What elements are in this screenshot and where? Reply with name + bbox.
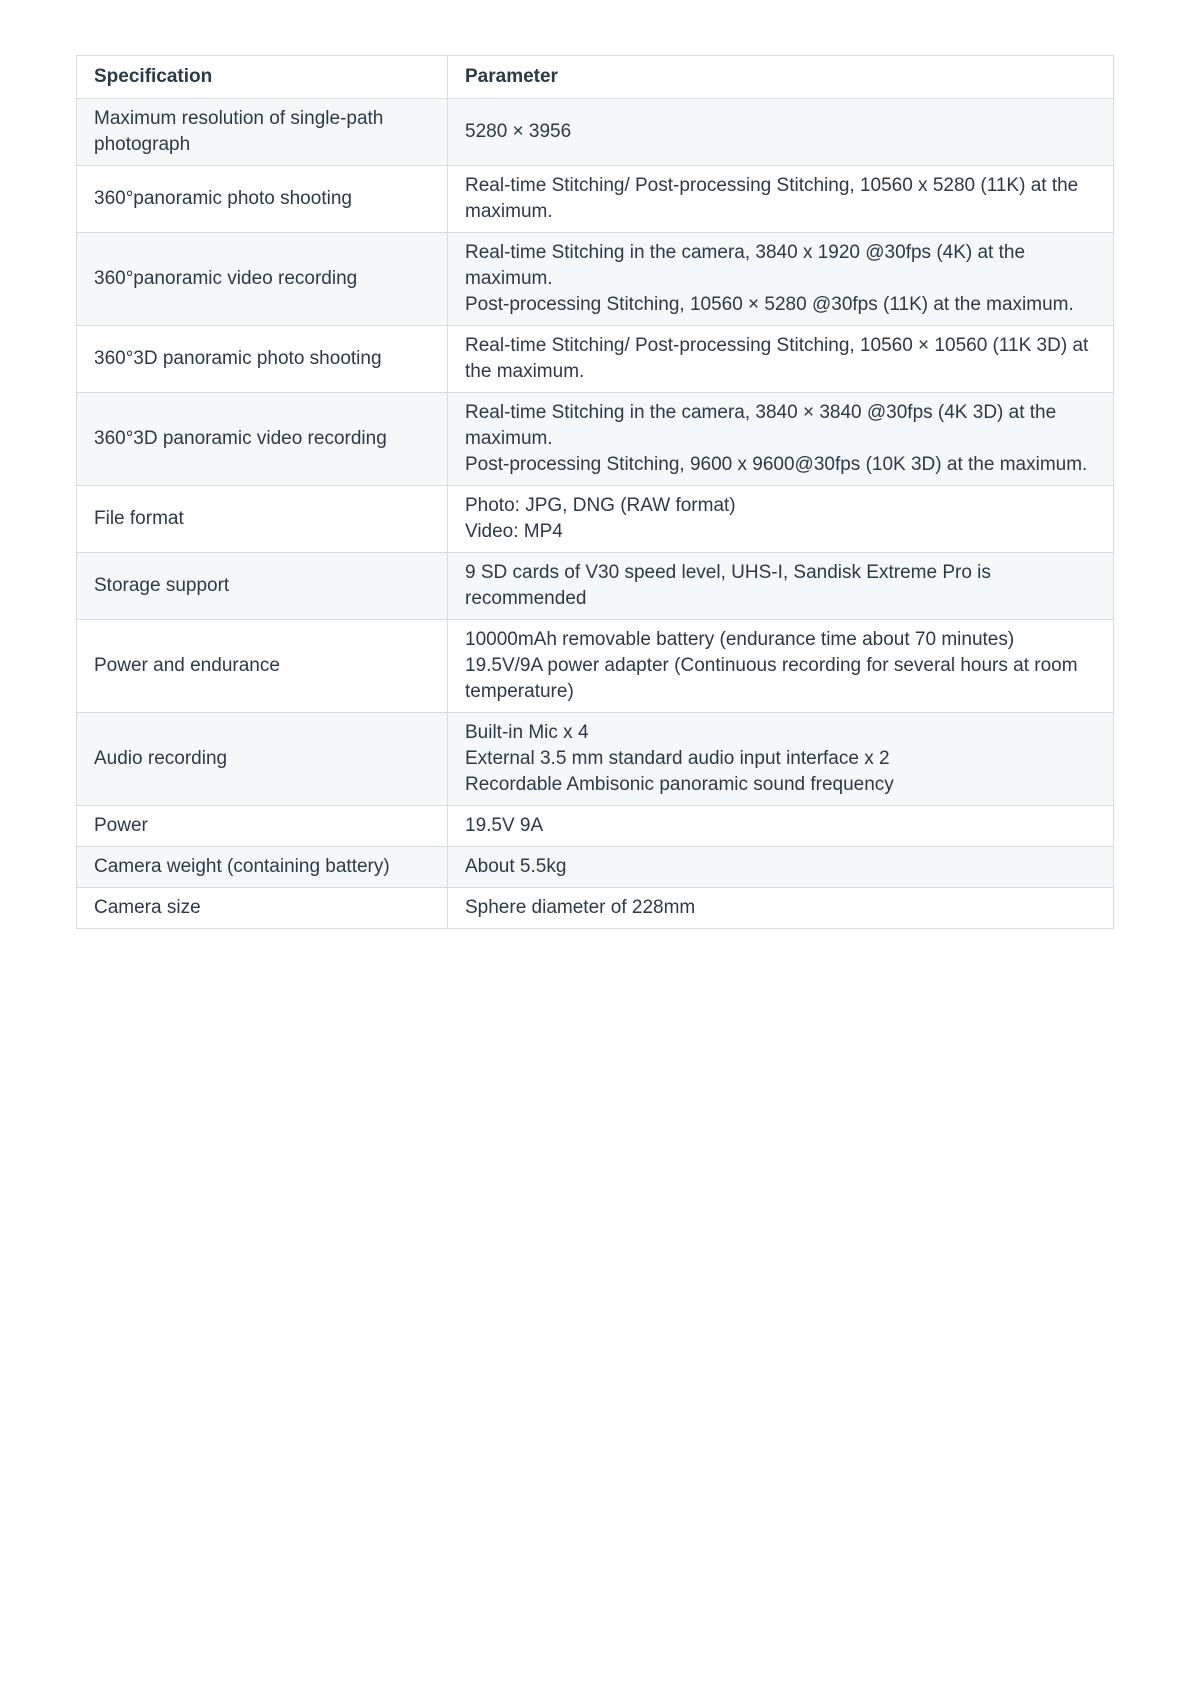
spec-cell: 360°panoramic video recording — [77, 233, 448, 326]
param-cell — [448, 233, 1114, 326]
specification-table — [76, 55, 1114, 929]
param-line: Photo: JPG, DNG (RAW format) — [465, 495, 736, 516]
table-row — [77, 847, 1114, 888]
param-line: Built-in Mic x 4 — [465, 722, 589, 743]
param-cell — [448, 888, 1114, 929]
param-line: Real-time Stitching in the camera, 3840 × 3840 @30fps (4K 3D) at the maximum. — [465, 402, 1057, 449]
table-row — [77, 166, 1114, 233]
table-row — [77, 99, 1114, 166]
param-cell — [448, 393, 1114, 486]
spec-cell: File format — [77, 486, 448, 553]
param-line: Post-processing Stitching, 10560 × 5280 @30fps (11K) at the maximum. — [465, 294, 1074, 315]
param-line: 10000mAh removable battery (endurance time about 70 minutes) — [465, 629, 1015, 650]
param-line: 5280 × 3956 — [465, 121, 572, 142]
header-parameter: Parameter — [448, 56, 1114, 99]
table-body — [77, 99, 1114, 929]
spec-cell: Maximum resolution of single-path photograph — [77, 99, 448, 166]
param-line: External 3.5 mm standard audio input interface x 2 — [465, 748, 890, 769]
param-cell — [448, 806, 1114, 847]
param-line: 19.5V/9A power adapter (Continuous recording for several hours at room temperature) — [465, 655, 1078, 702]
table-row — [77, 620, 1114, 713]
param-cell — [448, 620, 1114, 713]
param-line: Real-time Stitching/ Post-processing Stitching, 10560 × 10560 (11K 3D) at the maximum. — [465, 335, 1089, 382]
param-line: Video: MP4 — [465, 521, 563, 542]
param-line: 19.5V 9A — [465, 815, 544, 836]
param-cell — [448, 713, 1114, 806]
table-row — [77, 486, 1114, 553]
param-line: Sphere diameter of 228mm — [465, 897, 696, 918]
table-row — [77, 326, 1114, 393]
param-line: 9 SD cards of V30 speed level, UHS-I, Sandisk Extreme Pro is recommended — [465, 562, 991, 609]
spec-cell: Power — [77, 806, 448, 847]
table-header — [77, 56, 1114, 99]
param-line: About 5.5kg — [465, 856, 567, 877]
table-row — [77, 393, 1114, 486]
param-cell — [448, 486, 1114, 553]
table-row — [77, 713, 1114, 806]
param-cell — [448, 553, 1114, 620]
table-row — [77, 888, 1114, 929]
spec-cell: 360°3D panoramic video recording — [77, 393, 448, 486]
param-cell — [448, 166, 1114, 233]
spec-cell: 360°panoramic photo shooting — [77, 166, 448, 233]
table-row — [77, 233, 1114, 326]
table-row — [77, 806, 1114, 847]
param-line: Recordable Ambisonic panoramic sound frequency — [465, 774, 894, 795]
spec-cell: Camera weight (containing battery) — [77, 847, 448, 888]
param-line: Post-processing Stitching, 9600 x 9600@30fps (10K 3D) at the maximum. — [465, 454, 1088, 475]
spec-cell: 360°3D panoramic photo shooting — [77, 326, 448, 393]
spec-cell: Power and endurance — [77, 620, 448, 713]
param-cell — [448, 99, 1114, 166]
table-row — [77, 553, 1114, 620]
spec-cell: Audio recording — [77, 713, 448, 806]
param-cell — [448, 326, 1114, 393]
spec-cell: Camera size — [77, 888, 448, 929]
spec-cell: Storage support — [77, 553, 448, 620]
param-line: Real-time Stitching/ Post-processing Stitching, 10560 x 5280 (11K) at the maximum. — [465, 175, 1079, 222]
document-page — [76, 55, 1113, 929]
param-cell — [448, 847, 1114, 888]
header-row — [77, 56, 1114, 99]
param-line: Real-time Stitching in the camera, 3840 x 1920 @30fps (4K) at the maximum. — [465, 242, 1026, 289]
header-specification: Specification — [77, 56, 448, 99]
